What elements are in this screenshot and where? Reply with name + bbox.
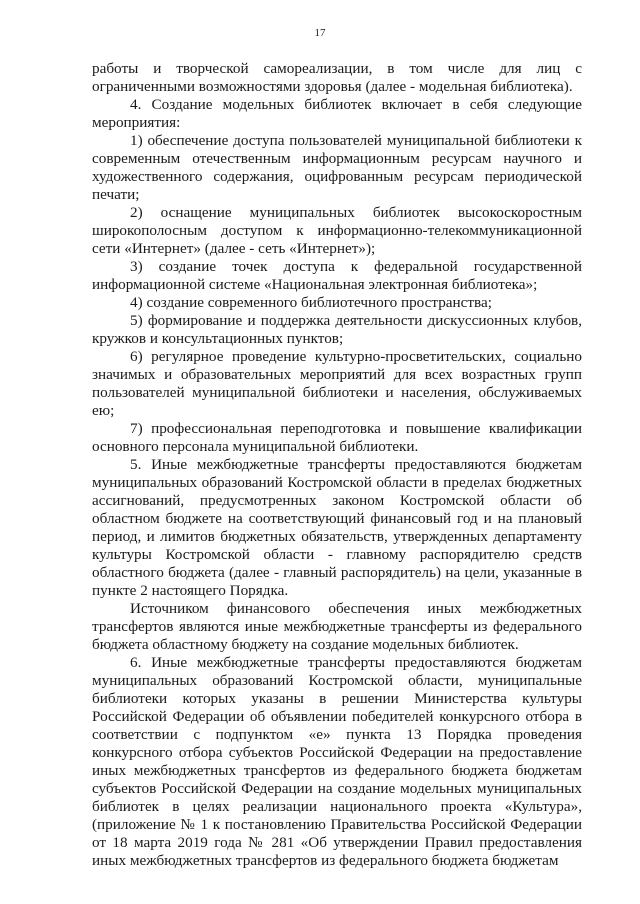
list-item-3: 3) создание точек доступа к федеральной государственной информационной системе «Национальная электронная библиотека»; <box>92 258 582 293</box>
list-item-4: 4) создание современного библиотечного пространства; <box>130 294 492 311</box>
list-item-2: 2) оснащение муниципальных библиотек высокоскоростным широкополосным доступом к информационно-телекоммуникационной сети «Интернет» (далее - сеть «Интернет»); <box>92 204 582 257</box>
list-item-7: 7) профессиональная переподготовка и повышение квалификации основного персонала муниципальной библиотеки. <box>92 420 582 455</box>
page-number: 17 <box>314 27 326 39</box>
paragraph-item-6: 6. Иные межбюджетные трансферты предоставляются бюджетам муниципальных образований Костромской области, муниципальные библиотеки которых указаны в решении Министерства культуры Российской Федерации об объявлении победителей конкурсного отбора в соответствии с подпунктом «е» пункта 13 Порядка проведения конкурсного отбора субъектов Российской Федерации на предоставление иных межбюджетных трансфертов из федерального бюджета бюджетам субъектов Российской Федерации на создание модельных муниципальных библиотек в целях реализации национального проекта «Культура», (приложение № 1 к постановлению Правительства Российской Федерации от 18 марта 2019 года № 281 «Об утверждении Правил предоставления иных межбюджетных трансфертов из федерального бюджета бюджетам <box>92 654 582 869</box>
document-body <box>92 60 582 870</box>
list-item-5: 5) формирование и поддержка деятельности дискуссионных клубов, кружков и консультационных пунктов; <box>92 312 582 347</box>
paragraph-funding-source: Источником финансового обеспечения иных межбюджетных трансфертов являются иные межбюджетные трансферты из федерального бюджета областному бюджету на создание модельных библиотек. <box>92 600 582 653</box>
paragraph-item-5: 5. Иные межбюджетные трансферты предоставляются бюджетам муниципальных образований Костромской области в пределах бюджетных ассигнований, предусмотренных законом Костромской области об областном бюджете на соответствующий финансовый год и на плановый период, и лимитов бюджетных обязательств, утвержденных департаменту культуры Костромской области - главному распорядителю средств областного бюджета (далее - главный распорядитель) на цели, указанные в пункте 2 настоящего Порядка. <box>92 456 582 599</box>
list-item-1: 1) обеспечение доступа пользователей муниципальной библиотеки к современным отечественным информационным ресурсам научного и художественного содержания, оцифрованным ресурсам периодической печати; <box>92 132 582 203</box>
list-item-6: 6) регулярное проведение культурно-просветительских, социально значимых и образовательных мероприятий для всех возрастных групп пользователей муниципальной библиотеки и населения, обслуживаемых ею; <box>92 348 582 419</box>
paragraph-item-4: 4. Создание модельных библиотек включает в себя следующие мероприятия: <box>92 96 582 131</box>
paragraph-continuation: работы и творческой самореализации, в том числе для лиц с ограниченными возможностями здоровья (далее - модельная библиотека). <box>92 60 582 95</box>
